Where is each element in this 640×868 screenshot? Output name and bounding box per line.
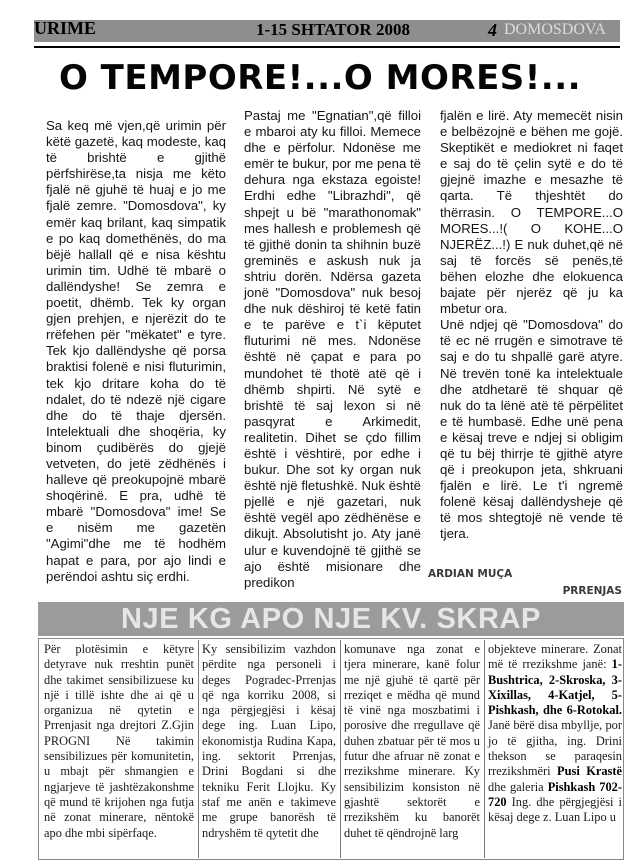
article-paragraph: fjalën e lirë. Aty memecët nisin e belbëzojnë e bëhen me gojë. Skeptikët e mediokret ni faqet e saj do të çelin sytë e do të gjejnë imazhe e mesazhe të qarta. Të thjeshtët do thërrasin. O TEMPORE...O MORES...!( O KOHE...O NJERËZ...!) E nuk duhet,që në saj të forcës së penës,të bëhen elozhe dhe elokuenca bajate për njerëz që ju ka mbetur ora. — [440, 108, 623, 317]
site-name: Pishkash 702-720 — [488, 779, 622, 809]
section-label: URIME — [34, 18, 96, 38]
article-headline: O TEMPORE!...O MORES!... — [58, 58, 582, 98]
sidebar-column-2: Ky sensibilizim vazhdon përdite nga personeli i deges Pogradec-Prrenjas që nga korriku 2008, si nga përgjegjësi i kësaj dege ing. Luan Lipo, ekonomistja Rudina Kapa, ing. sektorit Prrenjas, Drini Bogdani si dhe tekniku Ferit Llojku. Ky staf me anën e takimeve me grupe banorësh të ndryshëm të qytetit dhe — [202, 642, 336, 840]
sidebar-headline: NJE KG APO NJE KV. SKRAP — [121, 603, 541, 635]
header-rule — [34, 46, 620, 48]
page-number: 4 — [488, 20, 497, 40]
article-column-3 — [440, 108, 623, 543]
sidebar-text: Janë bërë disa mbyllje, por jo të gjitha, ing. Drini thekson se paraqesin rrezikshmëri — [488, 718, 622, 779]
article-column-2 — [244, 108, 421, 591]
article-byline — [428, 566, 624, 600]
site-name: Pusi Krastë — [557, 764, 622, 779]
column-divider — [340, 640, 341, 858]
sidebar-column-3: komunave nga zonat e tjera minerare, kanë folur me një gjuhë të qartë për rreziqet e mëdha që mund të vinë nga moszbatimi i porosive dhe rregullave që duhen zbatuar për të mos u futur dhe afruar në zonat e rrezikshme minerare. Ky sensibilizim konsiston në gjashtë sektorët e rrezikshëm ku banorët duhet të qëndrojnë larg — [344, 642, 480, 840]
author-name: ARDIAN MUÇA — [428, 568, 513, 580]
newspaper-name: DOMOSDOVA — [504, 21, 606, 38]
author-location: PRRENJAS — [562, 585, 622, 597]
article-paragraph: Sa keq më vjen,që urimin për këtë gazetë, kaq modeste, kaq të brishtë e gjithë përfshirëse,ta nisja me këto fjalë në gjuhë të huaj e jo me fjalë zemre. "Domosdova", ky emër kaq brilant, kaq simpatik e po kaq domethënës, do ma bëjë hallall që e nisa kështu urimin tim. Udhë të mbarë o dallëndyshe! Se zemra e poetit, dhëmb. Tek ky organ gjen prehjen, e njerëzit do te rrëfehen për "mëkatet" e tyre. Tek kjo dallëndyshe që porsa braktisi folenë e nisi fluturimin, tek kjo dritare koha do të ndalet, do të ndezë një cigare dhe do të thaje djersën. Intelektuali dhe shoqëria, ky binom çudibërës do gjejë vetveten, do jetë zëdhënës i halleve që preokupojnë mbarë shoqërinë. E pra, udhë të mbarë "Domosdova" ime! Se e nisëm me gazetën "Agimi"dhe me të hodhëm hapat e para, por ajo lindi e perëndoi ashtu siç erdhi. — [46, 118, 226, 584]
sidebar-column-4 — [488, 642, 622, 826]
article-column-1 — [46, 118, 226, 585]
sidebar-text: dhe galeria — [488, 779, 548, 794]
sidebar-title-band — [38, 602, 624, 636]
sidebar-text: objekteve minerare. Zonat më të rrezikshme janë: — [488, 642, 622, 672]
issue-date: 1-15 SHTATOR 2008 — [256, 20, 410, 39]
article-paragraph: Pastaj me "Egnatian",që filloi e mbaroi aty ku filloi. Memece dhe e përfolur. Ndonëse me emër te bukur, por me pena të dehura nga ekstaza egoiste! Erdhi edhe "Librazhdi", që shpejt u bë "marathonomak" mes hallesh e problemesh që të gjithë donin ta shihnin buzë greminës e askush nuk ja shtriu dorën. Ndërsa gazeta jonë "Domosdova" nuk besoj dhe nuk dëshiroj të ketë fatin e te parëve e t`i këputet fluturimi në mes. Ndonëse është në çapat e para po mundohet të thotë atë që i dhëmb shpirti. Në sytë e brishtë të saj lexon si në pasqyrat e Arkimedit, realitetin. Dihet se çdo fillim është i vështirë, por edhe i bukur. Dhe sot ky organ nuk është një fletushkë. Nuk është pjellë e një gazetari, nuk është vegël apo zëdhënëse e dikujt. Absolutisht jo. Aty janë ulur e kuvendojnë të gjithë se ajo është misionare dhe predikon — [244, 108, 421, 590]
column-divider — [198, 640, 199, 858]
zone-list: 1-Bushtrica, 2-Skroska, 3-Xixillas, 4-Katjel, 5-Pishkash, dhe 6-Rotokal. — [488, 657, 622, 718]
article-paragraph: Unë ndjej që "Domosdova" do të ec në rrugën e simotrave të saj e do tu shpallë garë atyre. Në trevën tonë ka intelektuale dhe atdhetarë të shquar që nuk do ta lënë atë të përpëlitet e të humbasë. Edhe unë pena e kësaj treve e ndjej si obligim që tu bëj thirrje të gjithë atyre që i preokupon jeta, shkruani fjalën e lirë. Le t'i ngremë folenë kësaj dallëndysheje që të mos shtegtojë në vende të tjera. — [440, 317, 623, 542]
sidebar-text: Ing. dhe përgjegjësi i kësaj dege z. Luan Lipo u — [488, 794, 622, 825]
column-divider — [484, 640, 485, 858]
sidebar-column-1: Për plotësimin e këtyre detyrave nuk rreshtin punët dhe takimet sensibilizuese ku një i tillë ishte dhe ai që u organizua në qytetin e Prrenjasit nga drejtori Z.Gjin PROGNI Në takimin sensibilizues për komunitetin, u mbajt për shmangien e ngjarjeve të jashtëzakonshme që mund të krijohen nga futja në zonat minerare, nëntokë apo dhe mbi sipërfaqe. — [44, 642, 194, 840]
page-header — [0, 0, 640, 54]
